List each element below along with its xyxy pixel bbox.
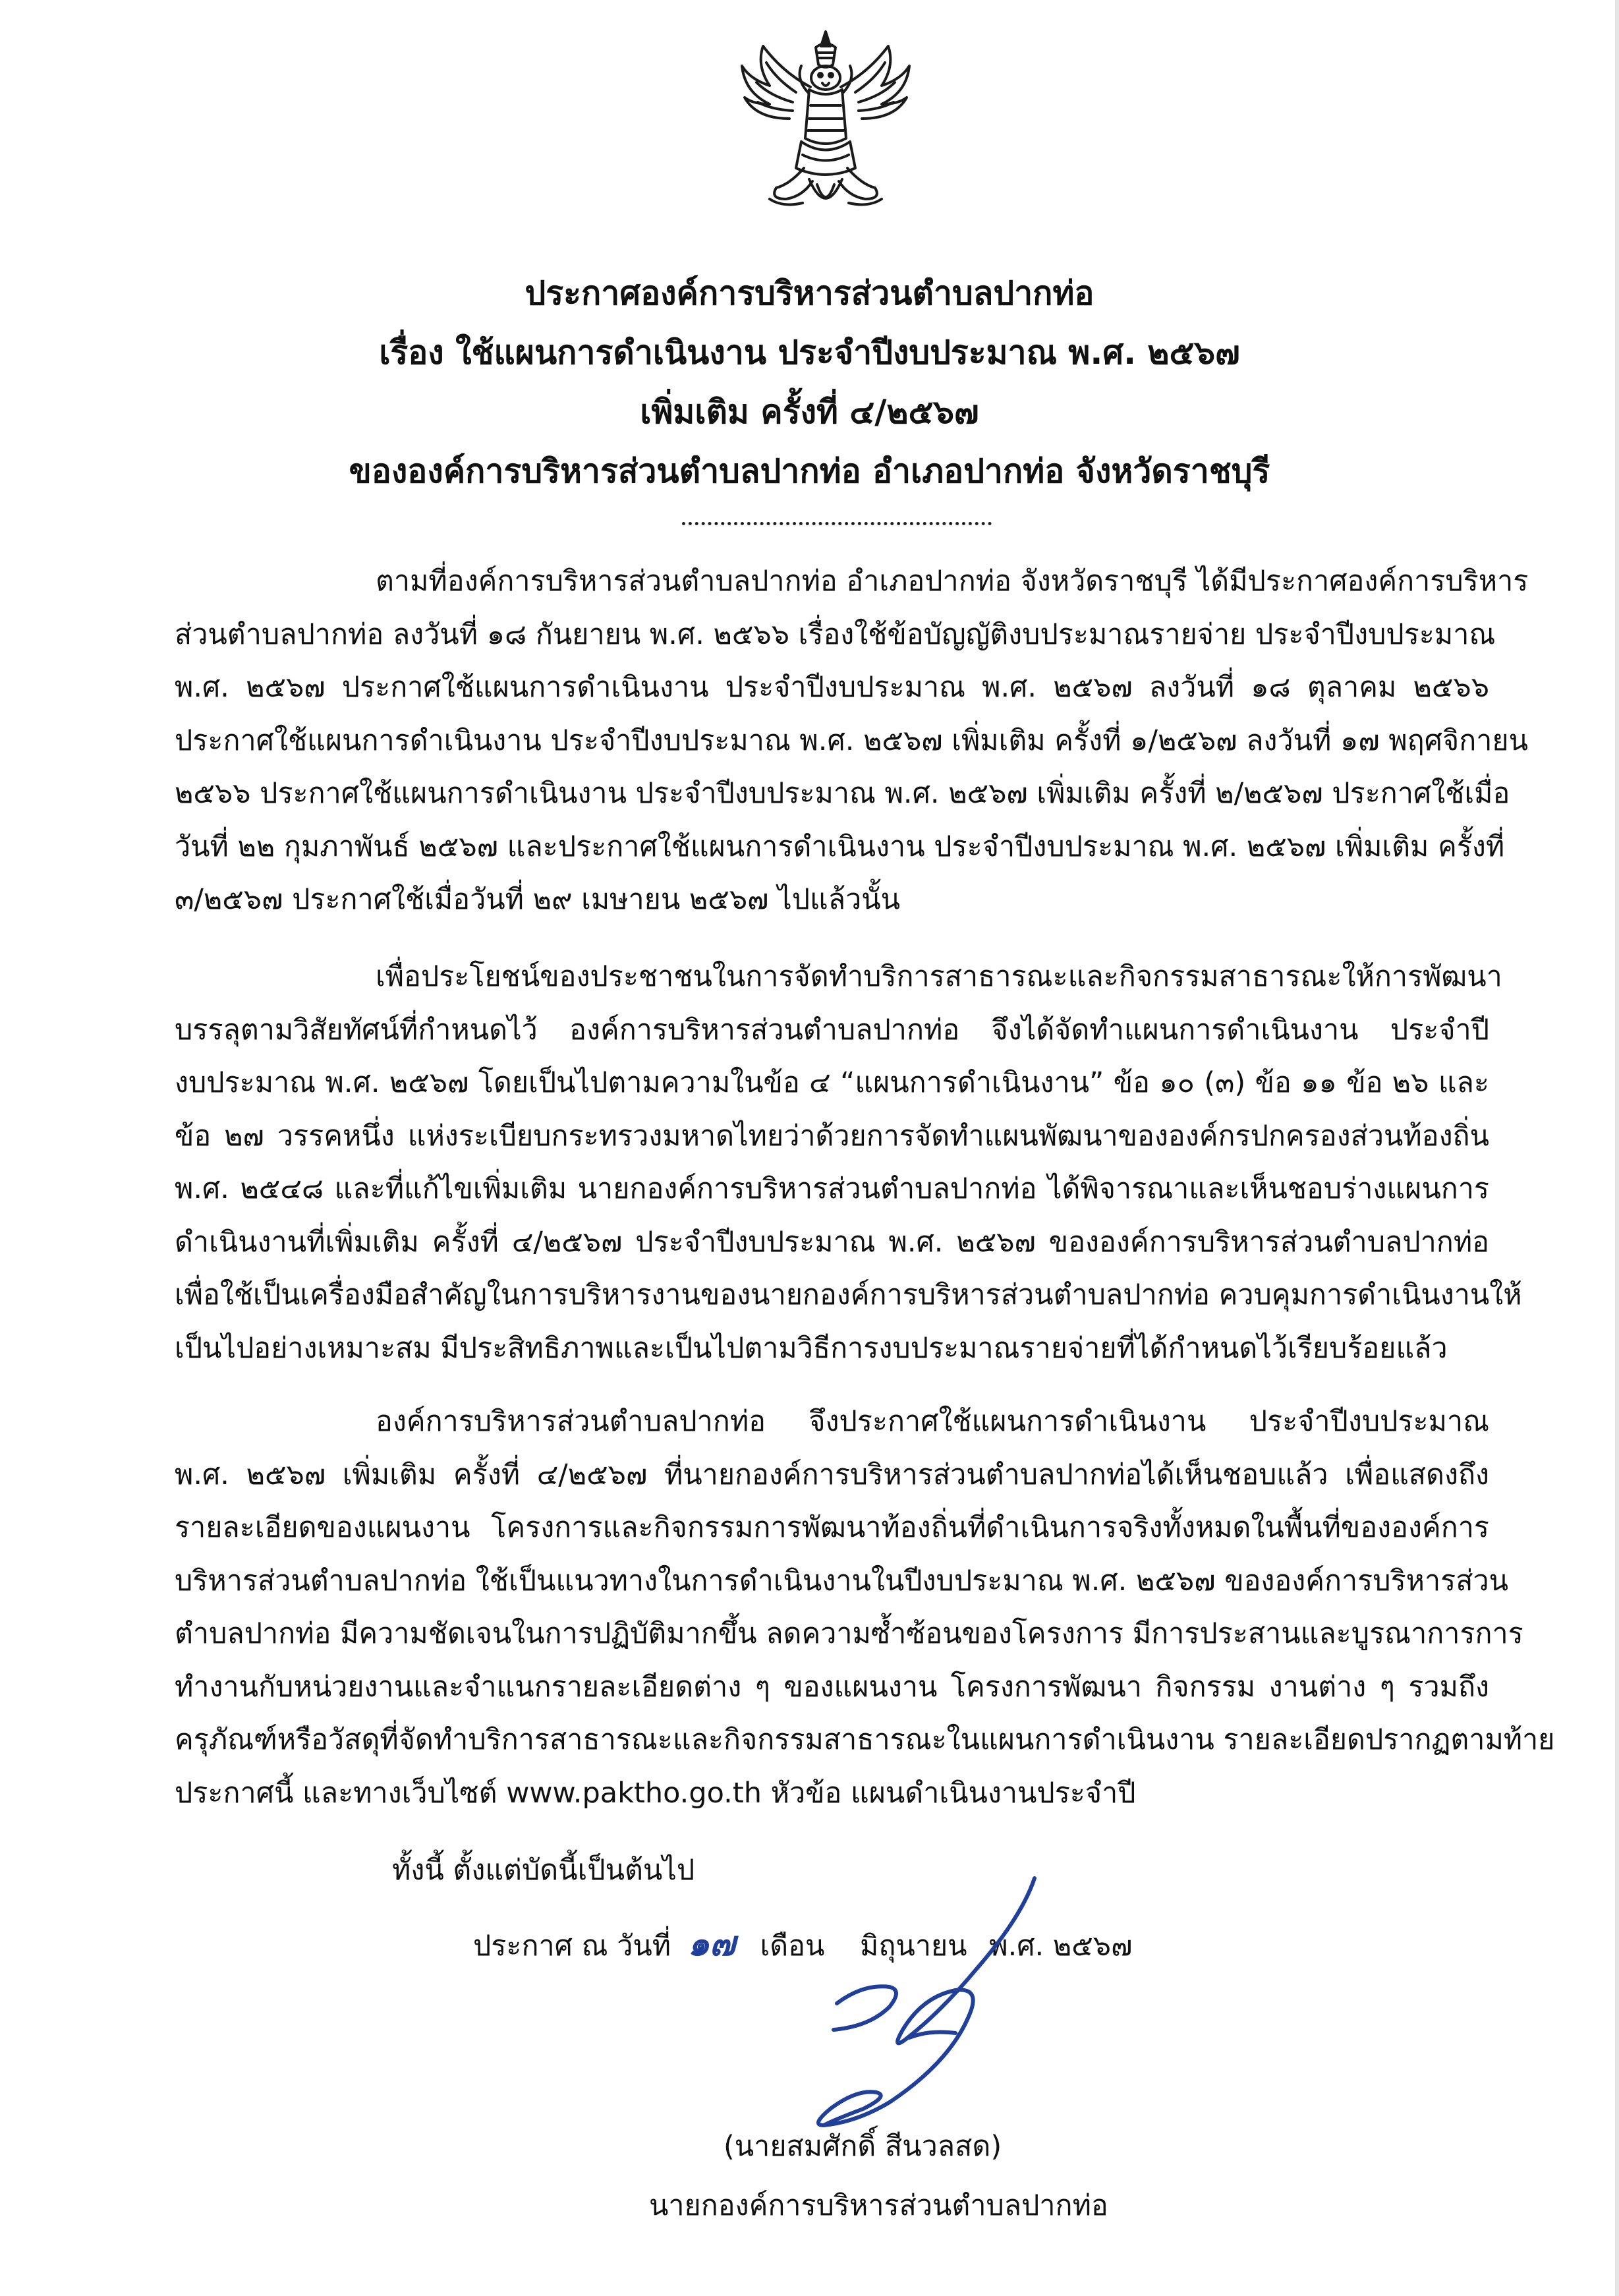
title-line-1: ประกาศองค์การบริหารส่วนตำบลปากท่อ bbox=[525, 274, 1094, 312]
paragraph-1 bbox=[175, 555, 1529, 927]
scan-edge bbox=[1615, 0, 1619, 2296]
signer-title: นายกองค์การบริหารส่วนตำบลปากท่อ bbox=[649, 2189, 1108, 2222]
announced-year: พ.ศ. ๒๕๖๗ bbox=[989, 1930, 1133, 1963]
title-line-3: เพิ่มเติม ครั้งที่ ๔/๒๕๖๗ bbox=[640, 393, 979, 431]
paragraph-line: พ.ศ. ๒๕๖๗ เพิ่มเติม ครั้งที่ ๔/๒๕๖๗ ที่นายกองค์การบริหารส่วนตำบลปากท่อได้เห็นชอบแล้ว เพื่อแสดงถึง bbox=[175, 1458, 1489, 1491]
paragraph-line: ข้อ ๒๗ วรรคหนึ่ง แห่งระเบียบกระทรวงมหาดไทยว่าด้วยการจัดทำแผนพัฒนาขององค์กรปกครองส่วนท้องถิ่น bbox=[175, 1119, 1489, 1153]
effective-statement: ทั้งนี้ ตั้งแต่บัดนี้เป็นต้นไป bbox=[392, 1854, 695, 1887]
paragraph-line: ดำเนินงานที่เพิ่มเติม ครั้งที่ ๔/๒๕๖๗ ประจำปีงบประมาณ พ.ศ. ๒๕๖๗ ขององค์การบริหารส่วนตำบลปากท่อ bbox=[175, 1225, 1489, 1259]
paragraph-line: องค์การบริหารส่วนตำบลปากท่อ จึงประกาศใช้แผนการดำเนินงาน ประจำปีงบประมาณ bbox=[376, 1405, 1489, 1438]
paragraph-line: เพื่อประโยชน์ของประชาชนในการจัดทำบริการสาธารณะและกิจกรรมสาธารณะให้การพัฒนา bbox=[376, 960, 1502, 993]
paragraph-line: ครุภัณฑ์หรือวัสดุที่จัดทำบริการสาธารณะและกิจกรรมสาธารณะในแผนการดำเนินงาน รายละเอียดปรากฏตามท้าย bbox=[175, 1723, 1555, 1756]
paragraph-line: เป็นไปอย่างเหมาะสม มีประสิทธิภาพและเป็นไปตามวิธีการงบประมาณรายจ่ายที่ได้กำหนดไว้เรียบร้อยแล้ว bbox=[175, 1331, 1448, 1365]
paragraph-line: ตามที่องค์การบริหารส่วนตำบลปากท่อ อำเภอปากท่อ จังหวัดราชบุรี ได้มีประกาศองค์การบริหาร bbox=[376, 565, 1529, 598]
announced-prefix: ประกาศ ณ วันที่ bbox=[473, 1930, 671, 1963]
paragraph-line: บริหารส่วนตำบลปากท่อ ใช้เป็นแนวทางในการดำเนินงานในปีงบประมาณ พ.ศ. ๒๕๖๗ ขององค์การบริหารส่วน bbox=[175, 1564, 1509, 1597]
paragraph-line: เพื่อใช้เป็นเครื่องมือสำคัญในการบริหารงานของนายกองค์การบริหารส่วนตำบลปากท่อ ควบคุมการดำเนินงานให้ bbox=[175, 1278, 1522, 1311]
paragraph-line: ประกาศนี้ และทางเว็บไซต์ www.paktho.go.th หัวข้อ แผนดำเนินงานประจำปี bbox=[175, 1776, 1136, 1810]
garuda-emblem-icon bbox=[730, 26, 921, 224]
paragraph-2 bbox=[175, 950, 1522, 1375]
paragraph-line: ตำบลปากท่อ มีความชัดเจนในการปฏิบัติมากขึ้น ลดความซ้ำซ้อนของโครงการ มีการประสานและบูรณาการการ bbox=[175, 1617, 1523, 1650]
announced-day: ๑๗ bbox=[687, 1924, 735, 1964]
paragraph-line: พ.ศ. ๒๕๖๗ ประกาศใช้แผนการดำเนินงาน ประจำปีงบประมาณ พ.ศ. ๒๕๖๗ ลงวันที่ ๑๘ ตุลาคม ๒๕๖๖ bbox=[175, 671, 1489, 704]
announced-month: มิถุนายน bbox=[860, 1930, 967, 1963]
paragraph-line: ทำงานกับหน่วยงานและจำแนกรายละเอียดต่าง ๆ ของแผนงาน โครงการพัฒนา กิจกรรม งานต่าง ๆ รวมถึง bbox=[175, 1670, 1489, 1704]
paragraph-line: พ.ศ. ๒๕๔๘ และที่แก้ไขเพิ่มเติม นายกองค์การบริหารส่วนตำบลปากท่อ ได้พิจารณาและเห็นชอบร่างแผนการ bbox=[175, 1172, 1489, 1205]
month-label: เดือน bbox=[760, 1930, 825, 1963]
paragraph-3 bbox=[175, 1395, 1555, 1820]
handwritten-signature bbox=[692, 1865, 1087, 2129]
signer-name: (นายสมศักดิ์ สีนวลสด) bbox=[724, 2130, 1002, 2163]
paragraph-line: รายละเอียดของแผนงาน โครงการและกิจกรรมการพัฒนาท้องถิ่นที่ดำเนินการจริงทั้งหมดในพื้นที่ขององค์การ bbox=[175, 1511, 1489, 1544]
title-line-2: เรื่อง ใช้แผนการดำเนินงาน ประจำปีงบประมาณ พ.ศ. ๒๕๖๗ bbox=[379, 333, 1240, 372]
paragraph-line: บรรลุตามวิสัยทัศน์ที่กำหนดไว้ องค์การบริหารส่วนตำบลปากท่อ จึงได้จัดทำแผนการดำเนินงาน ประจำปี bbox=[175, 1013, 1489, 1047]
paragraph-line: วันที่ ๒๒ กุมภาพันธ์ ๒๕๖๗ และประกาศใช้แผนการดำเนินงาน ประจำปีงบประมาณ พ.ศ. ๒๕๖๗ เพิ่มเติม ครั้งที่ bbox=[175, 830, 1505, 863]
title-line-4: ขององค์การบริหารส่วนตำบลปากท่อ อำเภอปากท่อ จังหวัดราชบุรี bbox=[349, 452, 1270, 490]
paragraph-line: ๓/๒๕๖๗ ประกาศใช้เมื่อวันที่ ๒๙ เมษายน ๒๕๖๗ ไปแล้วนั้น bbox=[175, 883, 901, 916]
paragraph-line: ส่วนตำบลปากท่อ ลงวันที่ ๑๘ กันยายน พ.ศ. ๒๕๖๖ เรื่องใช้ข้อบัญญัติงบประมาณรายจ่าย ประจำปีงบประมาณ bbox=[175, 617, 1496, 651]
paragraph-line: งบประมาณ พ.ศ. ๒๕๖๗ โดยเป็นไปตามความในข้อ ๔ “แผนการดำเนินงาน” ข้อ ๑๐ (๓) ข้อ ๑๑ ข้อ ๒๖ และ bbox=[175, 1066, 1489, 1099]
paragraph-line: ประกาศใช้แผนการดำเนินงาน ประจำปีงบประมาณ พ.ศ. ๒๕๖๗ เพิ่มเติม ครั้งที่ ๑/๒๕๖๗ ลงวันที่ ๑๗ พฤศจิกายน bbox=[175, 724, 1528, 757]
title-divider bbox=[682, 522, 992, 525]
paragraph-line: ๒๕๖๖ ประกาศใช้แผนการดำเนินงาน ประจำปีงบประมาณ พ.ศ. ๒๕๖๗ เพิ่มเติม ครั้งที่ ๒/๒๕๖๗ ประกาศใช้เมื่อ bbox=[175, 777, 1510, 810]
